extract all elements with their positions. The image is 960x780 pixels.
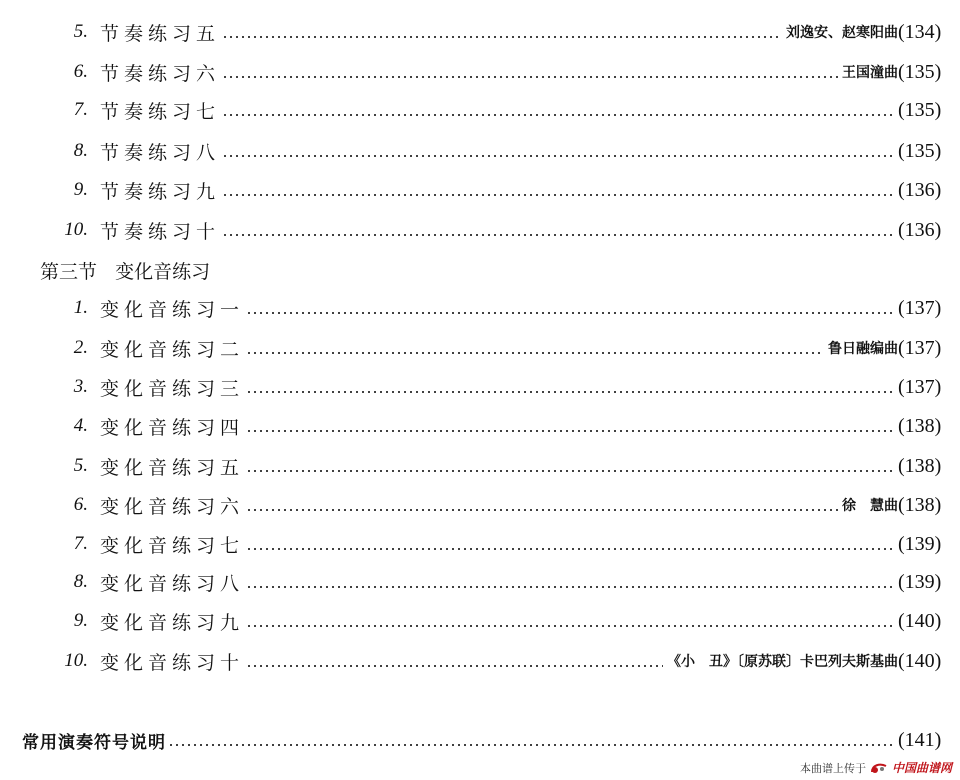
entry-page: (135) [898,139,942,162]
toc-entry[interactable] [0,293,960,323]
entry-title: 变化音练习七 [100,534,245,557]
dot-leader [246,470,894,472]
entry-number: 1. [73,297,88,318]
dot-leader [246,352,824,354]
entry-page: (139) [898,570,942,593]
toc-entry[interactable] [0,136,960,166]
dot-leader [222,155,894,157]
dot-leader [168,744,894,746]
toc-entry[interactable] [0,646,960,676]
entry-page: (134) [898,20,942,43]
entry-number: 10. [64,219,88,240]
entry-title: 变化音练习一 [100,298,245,321]
dot-leader [246,391,894,393]
entry-page: (137) [898,296,942,319]
dot-leader [222,76,838,78]
entry-number: 7. [73,99,88,120]
entry-title: 节奏练习十 [100,220,221,243]
entry-composer: 徐 慧曲 [842,498,898,514]
dot-leader [246,312,894,314]
entry-title: 变化音练习六 [100,495,245,518]
entry-composer: 王国潼曲 [842,65,898,81]
watermark-text: 本曲谱上传于 [799,761,866,775]
section-label: 第三节 [40,260,98,283]
watermark [800,759,952,776]
dot-leader [246,430,894,432]
toc-entry[interactable] [0,529,960,559]
entry-page: (137) [898,375,942,398]
entry-number: 5. [73,21,88,42]
entry-page: (138) [898,414,942,437]
entry-page: (139) [898,532,942,555]
toc-entry[interactable] [0,95,960,125]
toc-entry[interactable] [0,175,960,205]
entry-number: 9. [73,610,88,631]
entry-title: 节奏练习九 [100,180,221,203]
dot-leader [246,625,894,627]
entry-number: 6. [73,61,88,82]
entry-title: 节奏练习七 [100,100,221,123]
entry-number: 9. [73,179,88,200]
entry-title: 变化音练习九 [100,611,245,634]
dot-leader [246,586,894,588]
entry-page: (136) [898,218,942,241]
section-title: 变化音练习 [115,260,211,283]
entry-number: 5. [73,455,88,476]
entry-number: 8. [73,571,88,592]
entry-page: (140) [898,609,942,632]
toc-entry[interactable] [0,17,960,47]
entry-composer: 《小 丑》〔原苏联〕卡巴列夫斯基曲 [667,654,898,670]
toc-entry[interactable] [0,215,960,245]
entry-page: (135) [898,60,942,83]
entry-title: 节奏练习八 [100,141,221,164]
toc-entry[interactable] [0,606,960,636]
entry-page: (140) [898,649,942,672]
dot-leader [222,194,894,196]
entry-title: 节奏练习六 [100,62,221,85]
dot-leader [246,665,663,667]
entry-page: (136) [898,178,942,201]
entry-composer: 刘逸安、赵寒阳曲 [786,25,898,41]
entry-page: (138) [898,454,942,477]
entry-page: (137) [898,336,942,359]
entry-composer: 鲁日融编曲 [828,341,898,357]
toc-entry[interactable] [0,372,960,402]
entry-title: 变化音练习五 [100,456,245,479]
entry-number: 3. [73,376,88,397]
entry-page: (135) [898,98,942,121]
dot-leader [246,548,894,550]
entry-title: 变化音练习三 [100,377,245,400]
toc-entry[interactable] [0,333,960,363]
entry-number: 2. [73,337,88,358]
watermark-brand: 中国曲谱网 [891,761,952,775]
entry-page: (138) [898,493,942,516]
dot-leader [222,114,894,116]
entry-number: 6. [73,494,88,515]
entry-page: (141) [898,728,942,751]
section-gap [97,259,115,281]
toc-entry-appendix[interactable] [0,725,960,755]
section-heading[interactable] [40,255,210,285]
music-logo-icon [870,761,888,775]
dot-leader [222,36,782,38]
entry-number: 7. [73,533,88,554]
entry-number: 4. [73,415,88,436]
dot-leader [222,234,894,236]
entry-number: 10. [64,650,88,671]
entry-title: 节奏练习五 [100,22,221,45]
dot-leader [246,509,838,511]
entry-title: 变化音练习二 [100,338,245,361]
entry-title: 常用演奏符号说明 [22,732,166,753]
toc-entry[interactable] [0,57,960,87]
toc-entry[interactable] [0,490,960,520]
entry-title: 变化音练习十 [100,651,245,674]
entry-title: 变化音练习八 [100,572,245,595]
toc-entry[interactable] [0,567,960,597]
toc-entry[interactable] [0,451,960,481]
entry-number: 8. [73,140,88,161]
entry-title: 变化音练习四 [100,416,245,439]
toc-entry[interactable] [0,411,960,441]
